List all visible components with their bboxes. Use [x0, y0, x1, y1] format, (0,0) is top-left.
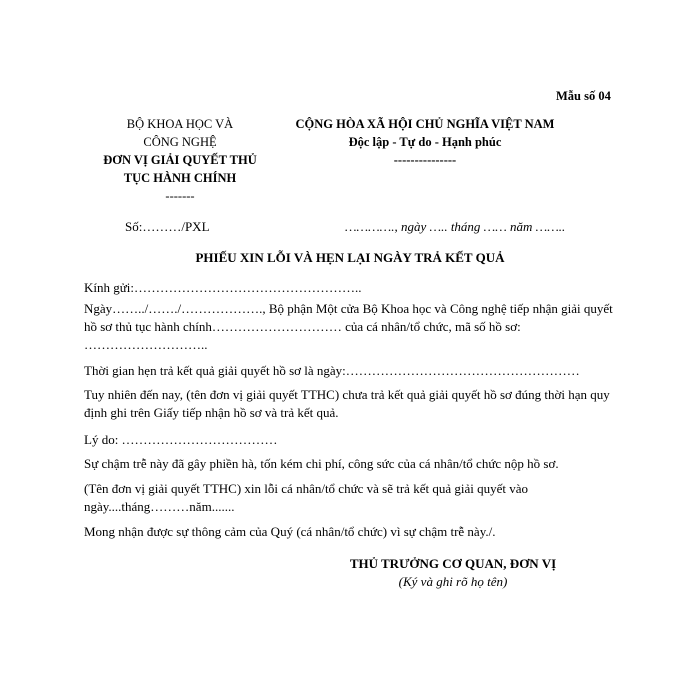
delay-paragraph: Tuy nhiên đến nay, (tên đơn vị giải quyết TTHC) chưa trả kết quả giải quyết hồ sơ đúng thời hạn quy định ghi trên Giấy tiếp nhận hồ sơ và trả kết quả. — [84, 387, 610, 420]
signature-title: THỦ TRƯỞNG CƠ QUAN, ĐƠN VỊ — [349, 556, 557, 571]
document-number: Số:………/PXL — [125, 219, 210, 234]
signature-note: (Ký và ghi rõ họ tên) — [398, 574, 508, 589]
closing-line: Mong nhận được sự thông cảm của Quý (cá nhân/tổ chức) vì sự chậm trễ này./. — [84, 524, 496, 539]
reason-line: Lý do: ……………………………… — [84, 432, 278, 447]
ministry-name-line2: CÔNG NGHỆ — [143, 135, 217, 149]
left-header-divider: ------- — [165, 189, 195, 203]
unit-name-line1: ĐƠN VỊ GIẢI QUYẾT THỦ — [103, 153, 257, 167]
receipt-paragraph: Ngày……../……./………………., Bộ phận Một cửa Bộ Khoa học và Công nghệ tiếp nhận giải quyết hồ sơ thủ tục hành chính………………………… của cá nhân/tổ chức, mã số hồ sơ: ……………………….. — [84, 301, 613, 352]
form-number: Mẫu số 04 — [556, 89, 611, 103]
appointment-line: Thời gian hẹn trả kết quả giải quyết hồ sơ là ngày:……………………………………………… — [84, 363, 580, 378]
apology-paragraph: (Tên đơn vị giải quyết TTHC) xin lỗi cá nhân/tổ chức và sẽ trả kết quả giải quyết vào ngày....tháng………năm....... — [84, 481, 528, 514]
right-header-divider: --------------- — [393, 153, 457, 167]
place-date-line: …………., ngày ….. tháng …… năm …….. — [345, 219, 566, 234]
issuing-agency-header — [62, 115, 298, 205]
inconvenience-line: Sự chậm trễ này đã gây phiền hà, tốn kém chi phí, công sức của cá nhân/tổ chức nộp hồ sơ. — [84, 456, 559, 471]
nation-name: CỘNG HÒA XÃ HỘI CHỦ NGHĨA VIỆT NAM — [295, 117, 555, 131]
recipient-line: Kính gửi:…………………………………………….. — [84, 280, 362, 295]
unit-name-line2: TỤC HÀNH CHÍNH — [123, 171, 237, 185]
ministry-name-line1: BỘ KHOA HỌC VÀ — [126, 117, 234, 131]
national-header — [270, 115, 580, 169]
document-title: PHIẾU XIN LỖI VÀ HẸN LẠI NGÀY TRẢ KẾT QUẢ — [195, 250, 505, 265]
national-motto: Độc lập - Tự do - Hạnh phúc — [348, 135, 502, 149]
